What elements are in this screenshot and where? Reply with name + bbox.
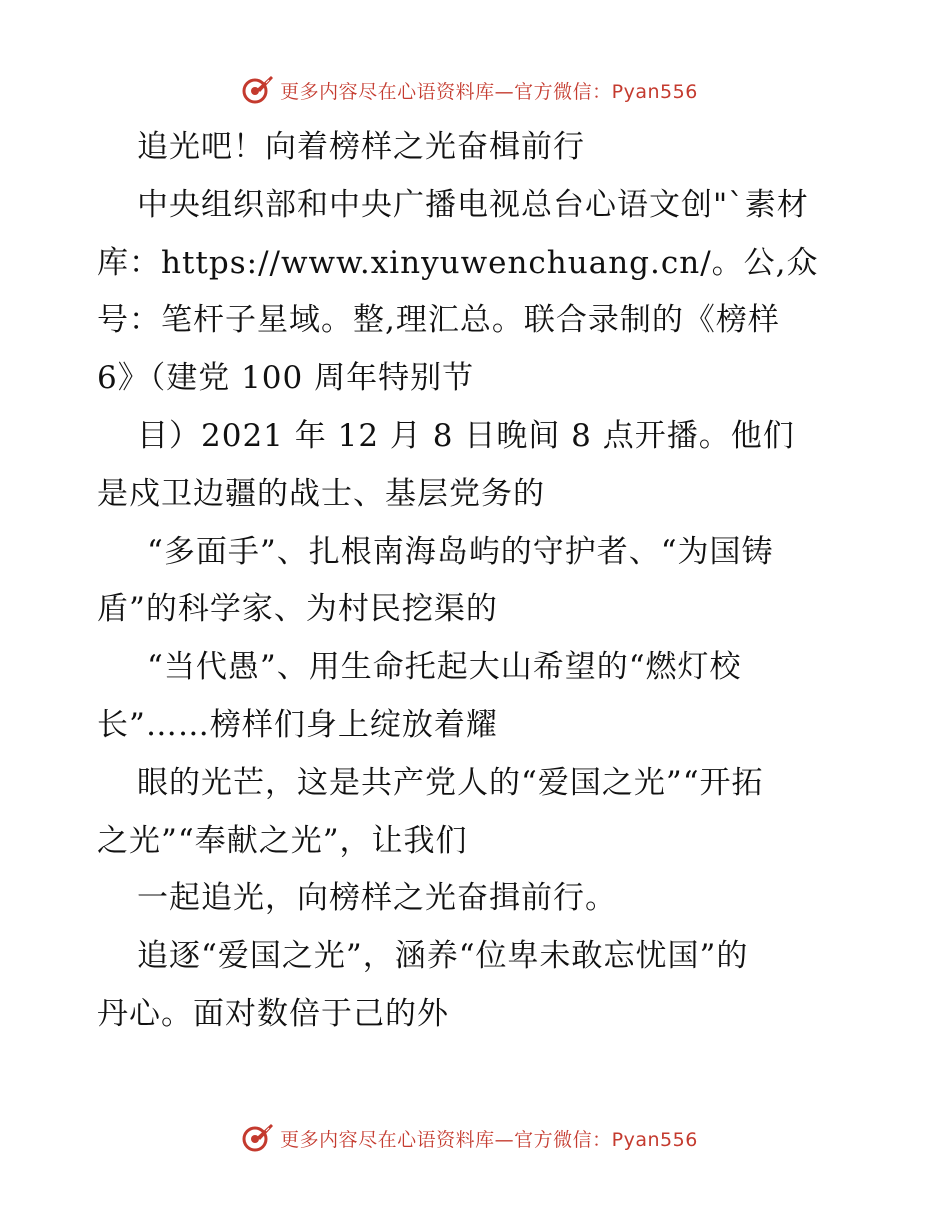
text-line: 盾”的科学家、为村民挖渠的 [97,591,498,628]
text-line: 库：https://www.xinyuwenchuang.cn/。公,众 [97,244,819,281]
document-title: 追光吧！向着榜样之光奋楫前行 [137,129,585,165]
wechat-handle: Pyan556 [611,1128,698,1151]
document-body [97,119,857,1044]
banner-text: 更多内容尽在心语资料库—官方微信：Pyan556 [280,1128,698,1151]
text-line: 6》（建党 100 周年特别节 [97,360,475,397]
pen-logo-icon [240,1121,274,1155]
footer-banner [0,1118,950,1158]
header-banner [0,70,950,110]
pen-logo-icon [240,73,274,107]
text-line: 号：笔杆子星域。整,理汇总。联合录制的《榜样 [97,302,780,339]
text-line: 长”……榜样们身上绽放着耀 [97,706,498,743]
text-line: 之光”“奉献之光”，让我们 [97,822,468,859]
banner-text: 更多内容尽在心语资料库—官方微信：Pyan556 [280,80,698,103]
text-line: 中央组织部和中央广播电视总台心语文创"`素材 [137,186,809,223]
text-line: 是戍卫边疆的战士、基层党务的 [97,475,545,512]
text-line: 眼的光芒，这是共产党人的“爱国之光”“开拓 [137,764,764,801]
text-line: 丹心。面对数倍于己的外 [97,995,449,1032]
text-line: 目）2021 年 12 月 8 日晚间 8 点开播。他们 [137,417,795,454]
text-line: “多面手”、扎根南海岛屿的守护者、“为国铸 [147,533,774,570]
text-line: 追逐“爱国之光”，涵养“位卑未敢忘忧国”的 [137,938,749,975]
wechat-handle: Pyan556 [611,80,698,103]
text-line: 一起追光，向榜样之光奋揖前行。 [137,880,617,917]
text-line: “当代愚”、用生命托起大山希望的“燃灯校 [147,649,742,686]
